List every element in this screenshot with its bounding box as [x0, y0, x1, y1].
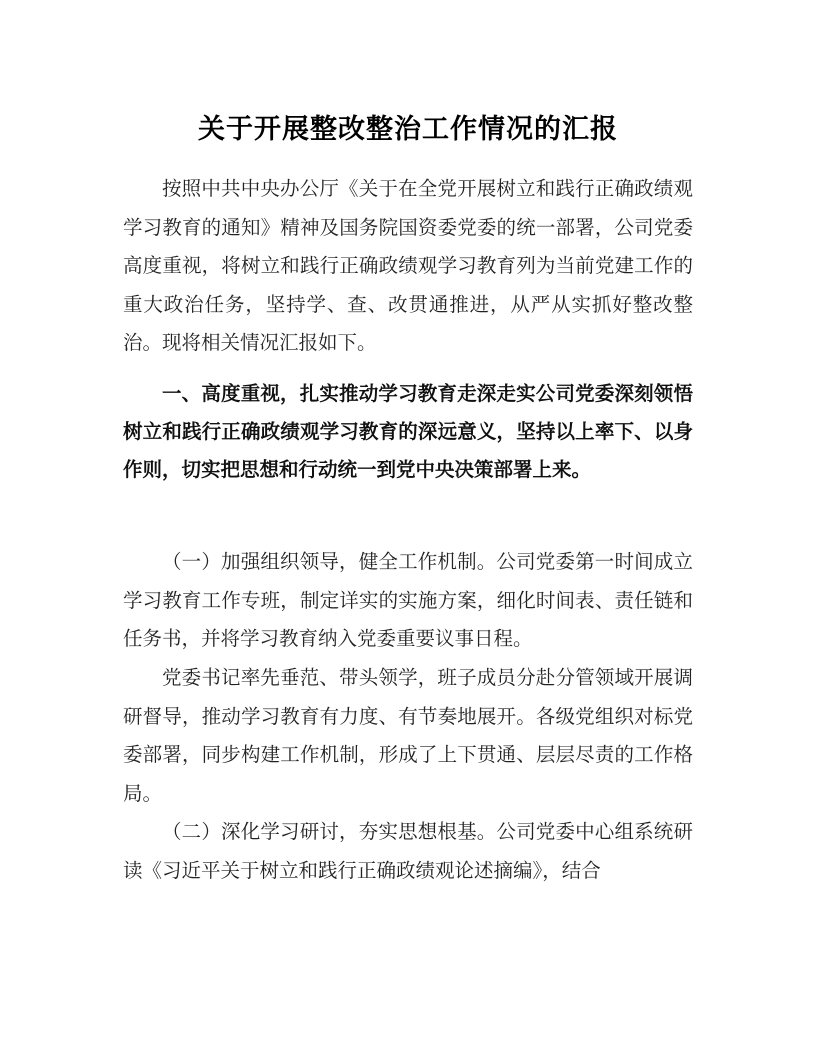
subsection-1-continuation: 党委书记率先垂范、带头领学，班子成员分赴分管领域开展调研督导，推动学习教育有力度、有节奏地展开。各级党组织对标党委部署，同步构建工作机制，形成了上下贯通、层层尽责的工作格局。: [123, 666, 693, 805]
intro-paragraph: 按照中共中央办公厅《关于在全党开展树立和践行正确政绩观学习教育的通知》精神及国务院国资委党委的统一部署，公司党委高度重视，将树立和践行正确政绩观学习教育列为当前党建工作的重大政治任务，坚持学、查、改贯通推进，从严从实抓好整改整治。现将相关情况汇报如下。: [123, 177, 693, 354]
document-title: 关于开展整改整治工作情况的汇报: [198, 114, 618, 145]
subsection-2-paragraph: （二）深化学习研讨，夯实思想根基。公司党委中心组系统研读《习近平关于树立和践行正确政绩观论述摘编》，结合: [123, 820, 693, 882]
subsection-1-paragraph: （一）加强组织领导，健全工作机制。公司党委第一时间成立学习教育工作专班，制定详实的实施方案，细化时间表、责任链和任务书，并将学习教育纳入党委重要议事日程。: [123, 550, 693, 650]
section-heading-1: 一、高度重视，扎实推动学习教育走深走实公司党委深刻领悟树立和践行正确政绩观学习教育的深远意义，坚持以上率下、以身作则，切实把思想和行动统一到党中央决策部署上来。: [123, 382, 693, 481]
